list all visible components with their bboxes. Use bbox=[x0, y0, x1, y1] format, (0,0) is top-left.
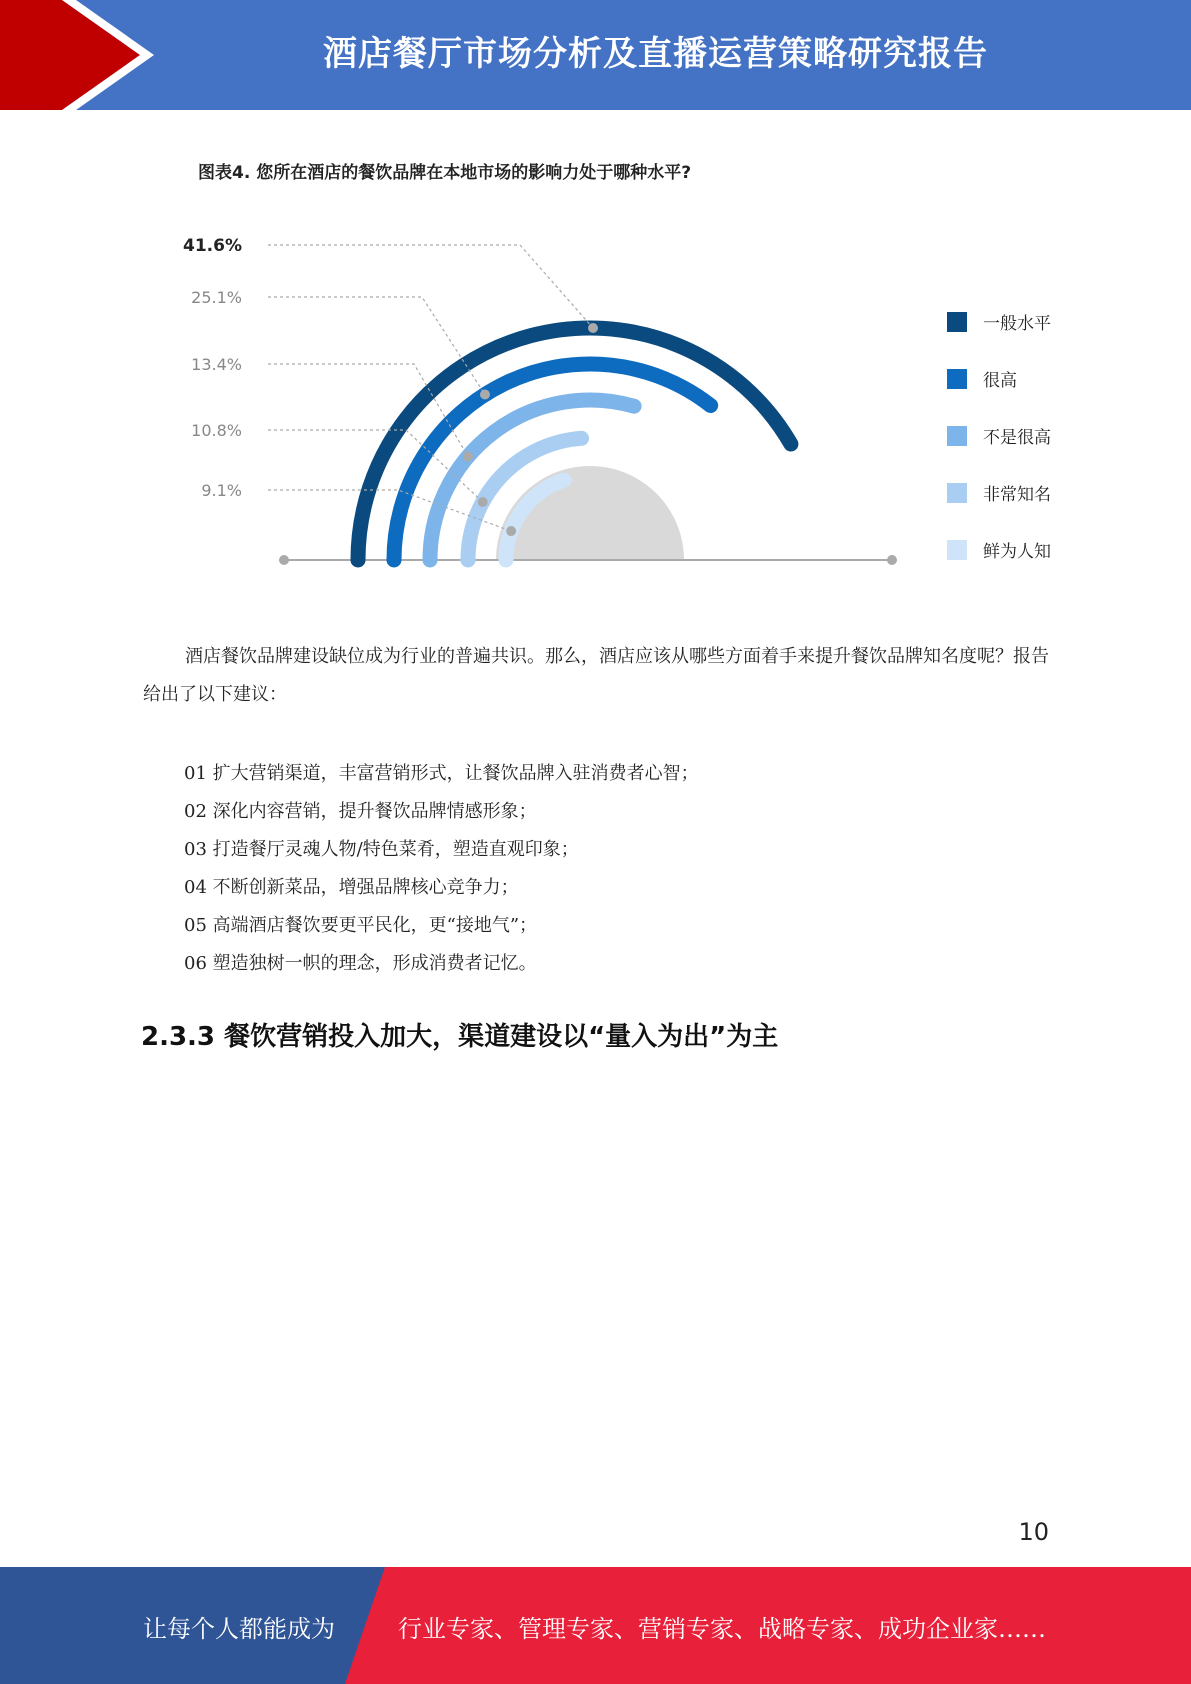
leader-dot bbox=[506, 526, 516, 536]
list-item: 05 高端酒店餐饮要更平民化，更“接地气”； bbox=[184, 915, 538, 936]
list-item: 03 打造餐厅灵魂人物/特色菜肴，塑造直观印象； bbox=[184, 839, 579, 860]
footer-slogan-left: 让每个人都能成为 bbox=[143, 1615, 335, 1643]
baseline-endpoint bbox=[279, 555, 289, 565]
legend-swatch bbox=[947, 540, 967, 560]
page-footer bbox=[0, 1567, 1191, 1684]
baseline-endpoint bbox=[887, 555, 897, 565]
leader-line bbox=[268, 245, 593, 328]
legend-swatch bbox=[947, 312, 967, 332]
chart-title: 图表4. 您所在酒店的餐饮品牌在本地市场的影响力处于哪种水平? bbox=[198, 163, 692, 183]
leader-dot bbox=[478, 497, 488, 507]
suggestion-list bbox=[184, 755, 699, 983]
report-title: 酒店餐厅市场分析及直播运营策略研究报告 bbox=[323, 34, 988, 74]
chart-figure bbox=[180, 140, 1080, 600]
data-label: 10.8% bbox=[191, 421, 242, 440]
body-paragraph: 酒店餐饮品牌建设缺位成为行业的普遍共识。那么，酒店应该从哪些方面着手来提升餐饮品牌知名度呢？报告给出了以下建议： bbox=[143, 646, 1049, 705]
legend-label: 一般水平 bbox=[983, 314, 1051, 334]
leader-dot bbox=[588, 323, 598, 333]
list-item: 02 深化内容营销，提升餐饮品牌情感形象； bbox=[184, 801, 537, 822]
footer-slogan-right: 行业专家、管理专家、营销专家、战略专家、成功企业家…… bbox=[398, 1615, 1046, 1643]
leader-dot bbox=[480, 390, 490, 400]
page-header bbox=[0, 0, 1191, 110]
legend-label: 不是很高 bbox=[983, 428, 1051, 448]
legend-swatch bbox=[947, 483, 967, 503]
legend-swatch bbox=[947, 369, 967, 389]
data-label: 41.6% bbox=[183, 236, 242, 256]
section-heading: 2.3.3 餐饮营销投入加大，渠道建设以“量入为出”为主 bbox=[141, 1022, 779, 1052]
list-item: 06 塑造独树一帜的理念，形成消费者记忆。 bbox=[184, 953, 537, 974]
list-item: 04 不断创新菜品，增强品牌核心竞争力； bbox=[184, 877, 519, 898]
page-number: 10 bbox=[1018, 1518, 1049, 1546]
leader-dot bbox=[463, 452, 473, 462]
data-label: 9.1% bbox=[201, 481, 242, 500]
data-label: 25.1% bbox=[191, 288, 242, 307]
list-item: 01 扩大营销渠道，丰富营销形式，让餐饮品牌入驻消费者心智； bbox=[184, 763, 699, 784]
radial-bar-chart bbox=[180, 140, 1080, 600]
legend-label: 很高 bbox=[983, 371, 1017, 391]
legend-label: 非常知名 bbox=[983, 485, 1051, 505]
data-label: 13.4% bbox=[191, 355, 242, 374]
legend-label: 鲜为人知 bbox=[983, 542, 1051, 562]
legend-swatch bbox=[947, 426, 967, 446]
